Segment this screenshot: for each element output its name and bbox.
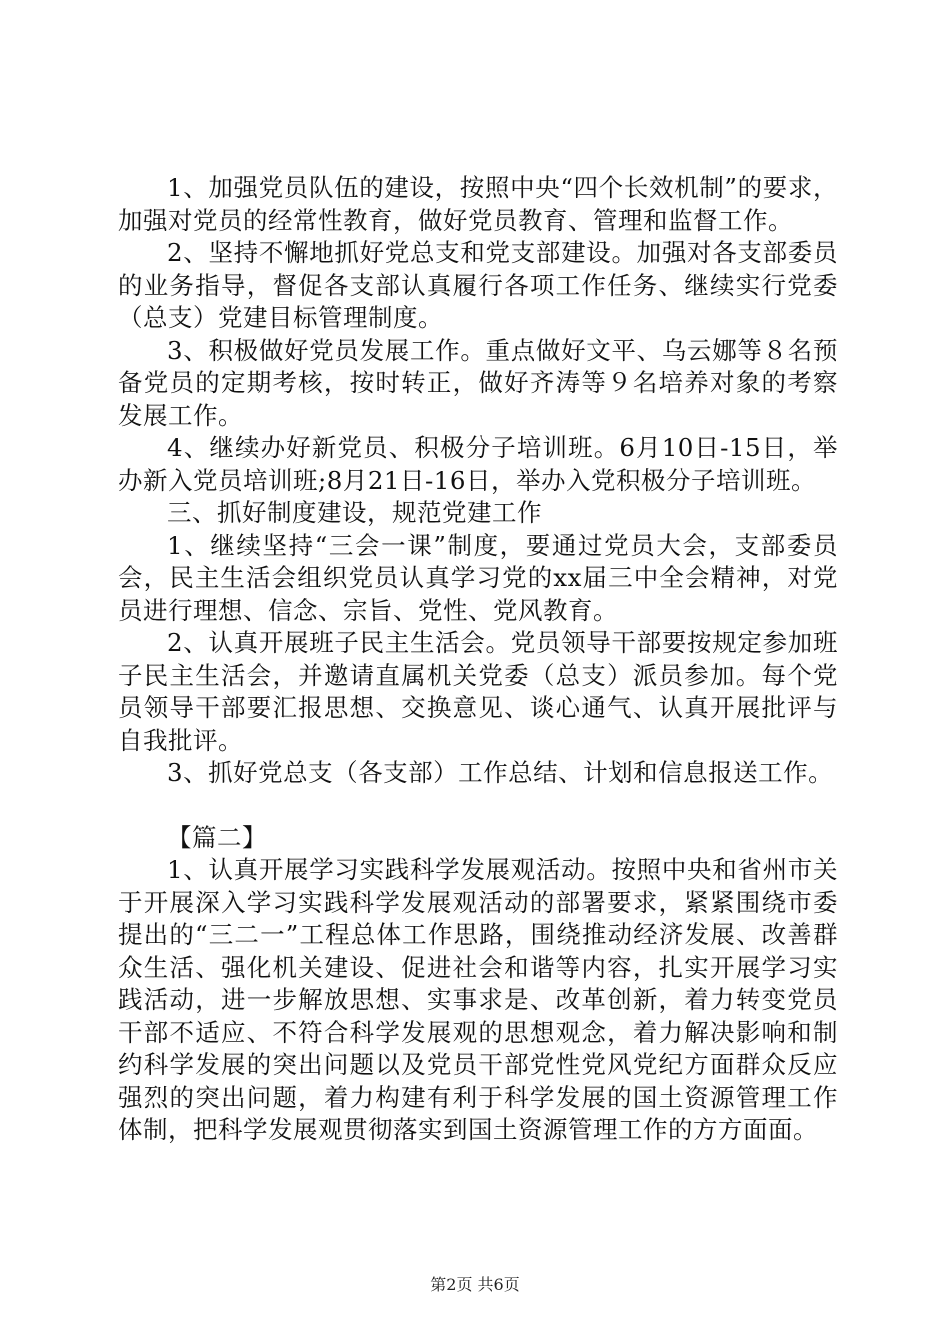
paragraph-2: 2、坚持不懈地抓好党总支和党支部建设。加强对各支部委员的业务指导，督促各支部认真履行各项工作任务、继续实行党委（总支）党建目标管理制度。 xyxy=(118,238,838,332)
document-body xyxy=(118,172,838,1147)
paragraph-4: 4、继续办好新党员、积极分子培训班。6月10日-15日，举办新入党员培训班;8月21日-16日，举办入党积极分子培训班。 xyxy=(118,433,838,495)
section-heading-3: 三、抓好制度建设，规范党建工作 xyxy=(167,498,542,527)
paragraph-3: 3、积极做好党员发展工作。重点做好文平、乌云娜等８名预备党员的定期考核，按时转正，做好齐涛等９名培养对象的考察发展工作。 xyxy=(118,335,838,430)
paragraph-1: 1、加强党员队伍的建设，按照中央“四个长效机制”的要求，加强对党员的经常性教育，做好党员教育、管理和监督工作。 xyxy=(118,173,838,235)
paragraph-8: 1、认真开展学习实践科学发展观活动。按照中央和省州市关于开展深入学习实践科学发展观活动的部署要求，紧紧围绕市委提出的“三二一”工程总体工作思路，围绕推动经济发展、改善群众生活、强化机关建设、促进社会和谐等内容，扎实开展学习实践活动，进一步解放思想、实事求是、改革创新，着力转变党员干部不适应、不符合科学发展观的思想观念，着力解决影响和制约科学发展的突出问题以及党员干部党性党风党纪方面群众反应强烈的突出问题，着力构建有利于科学发展的国土资源管理工作体制，把科学发展观贯彻落实到国土资源管理工作的方方面面。 xyxy=(118,855,838,1144)
paragraph-5: 1、继续坚持“三会一课”制度，要通过党员大会，支部委员会，民主生活会组织党员认真学习党的xx届三中全会精神，对党员进行理想、信念、宗旨、党性、党风教育。 xyxy=(118,530,838,625)
page-number-footer: 第2页 共6页 xyxy=(430,1275,520,1294)
part-two-title: 【篇二】 xyxy=(167,822,267,852)
paragraph-7: 3、抓好党总支（各支部）工作总结、计划和信息报送工作。 xyxy=(167,758,834,787)
paragraph-6: 2、认真开展班子民主生活会。党员领导干部要按规定参加班子民主生活会，并邀请直属机关党委（总支）派员参加。每个党员领导干部要汇报思想、交换意见、谈心通气、认真开展批评与自我批评。 xyxy=(118,628,838,755)
